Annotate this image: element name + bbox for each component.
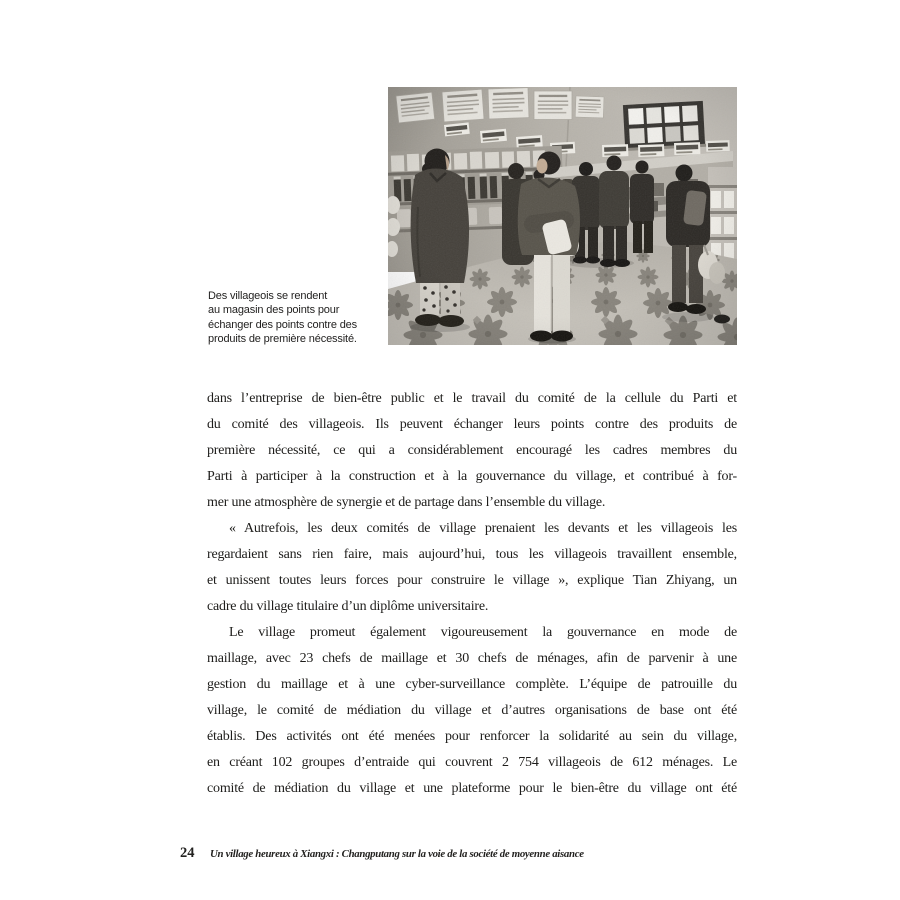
figure-caption-line: échanger des points contre des — [208, 318, 357, 331]
body-text-line: dans l’entreprise de bien-être public et le travail du comité de la cellule du Parti et — [207, 391, 737, 406]
body-text-line: village, le comité de médiation du village et d’autres organisations de base ont été — [207, 703, 737, 718]
body-text-line: gestion du maillage et à une cyber-surveillance complète. L’équipe de patrouille du — [207, 677, 737, 692]
body-text-line: cadre du village titulaire d’un diplôme universitaire. — [207, 599, 489, 614]
body-text-line: établis. Des activités ont été menées pour renforcer la solidarité au sein du village, — [207, 729, 737, 744]
page-footer — [180, 845, 584, 862]
figure-caption-line: Des villageois se rendent — [208, 290, 328, 302]
body-paragraph — [207, 620, 737, 802]
figure-caption-line: au magasin des points pour — [208, 304, 340, 317]
body-text-line: Le village promeut également vigoureusement la gouvernance en mode de — [229, 625, 737, 640]
shop-photo — [388, 87, 737, 345]
body-paragraph — [207, 386, 737, 516]
body-text-line: Parti à participer à la construction et à la gouvernance du village, et contribué à for- — [207, 469, 737, 484]
running-title: Un village heureux à Xiangxi : Changputang sur la voie de la société de moyenne aisance — [210, 848, 584, 860]
body-text-line: première nécessité, ce qui a considérablement encouragé les cadres membres du — [207, 443, 737, 458]
body-paragraph — [207, 516, 737, 620]
body-text-line: en créant 102 groupes d’entraide qui couvrent 2 754 villageois de 612 ménages. Le — [207, 755, 737, 770]
body-text-line: et unissent toutes leurs forces pour construire le village », explique Tian Zhiyang, un — [207, 573, 737, 588]
body-text-line: comité de médiation du village et une plateforme pour le bien-être du village ont été — [207, 781, 737, 796]
body-text-line: maillage, avec 23 chefs de maillage et 30 chefs de ménages, afin de parvenir à une — [207, 651, 737, 666]
body-text-line: mer une atmosphère de synergie et de partage dans l’ensemble du village. — [207, 495, 606, 510]
figure-caption-line: produits de première nécessité. — [208, 332, 357, 345]
body-text-line: du comité des villageois. Ils peuvent échanger leurs points contre des produits de — [207, 417, 737, 432]
page-number: 24 — [180, 845, 195, 861]
body-text-line: « Autrefois, les deux comités de village prenaient les devants et les villageois les — [229, 521, 737, 536]
shop-photo-illustration — [388, 87, 737, 345]
body-text — [207, 386, 737, 802]
figure-caption — [208, 289, 380, 346]
body-text-line: regardaient sans rien faire, mais aujourd’hui, tous les villageois travaillent ensemble, — [207, 547, 737, 562]
